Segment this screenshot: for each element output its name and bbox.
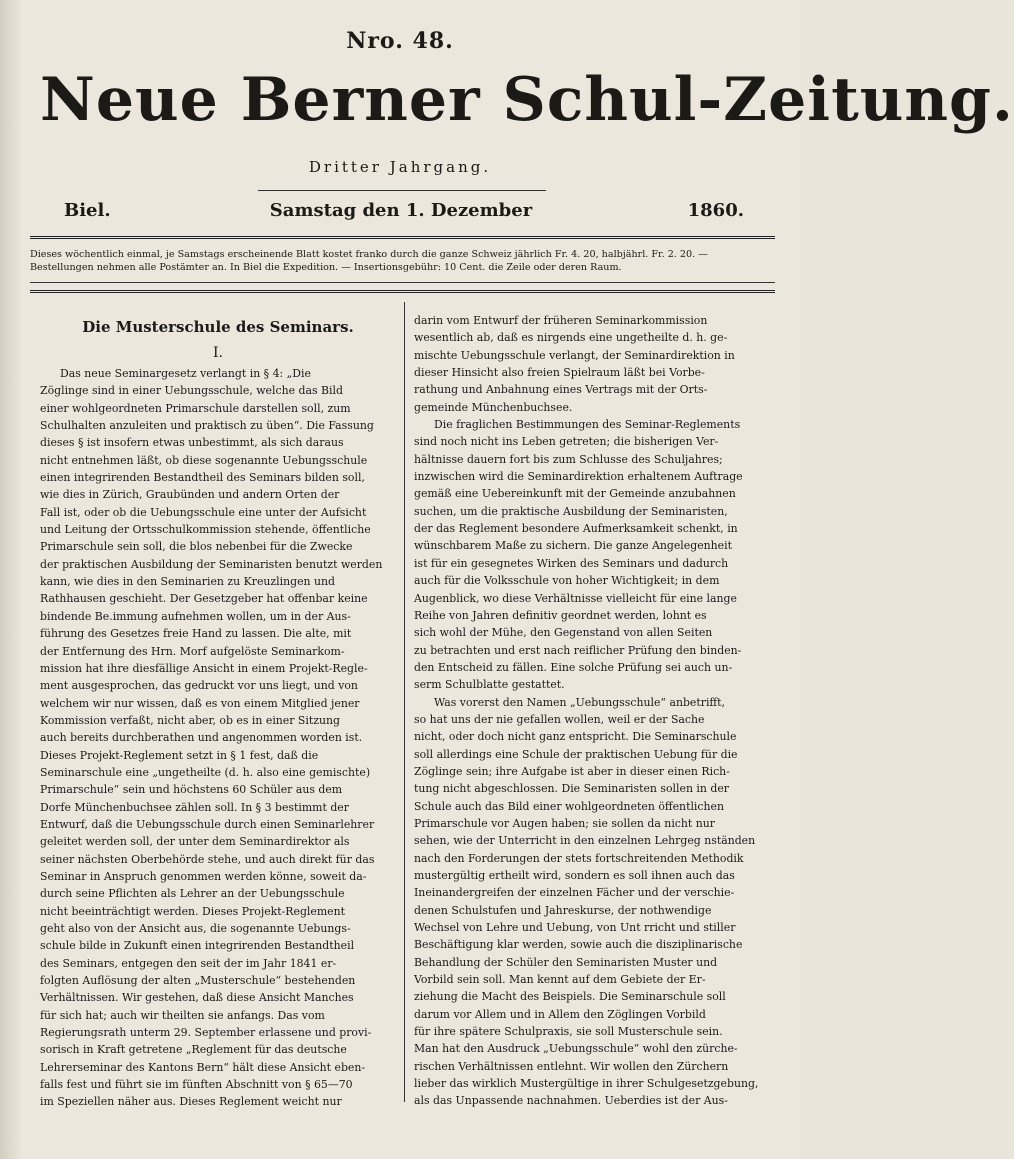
text-line: Primarschule vor Augen haben; sie sollen da nicht nur (414, 816, 715, 830)
text-line: Beschäftigung klar werden, sowie auch die disziplinarische (414, 938, 743, 952)
text-line: Man hat den Ausdruck „Uebungsschule“ wohl den zürche- (414, 1042, 738, 1056)
text-line: und Leitung der Ortsschulkommission stehende, öffentliche (40, 523, 371, 537)
text-line: auch für die Volksschule von hoher Wichtigkeit; in dem (414, 574, 720, 588)
text-line: führung des Gesetzes freie Hand zu lassen. Die alte, mit (40, 627, 352, 641)
text-line: Vorbild sein soll. Man kennt auf dem Gebiete der Er- (414, 973, 706, 987)
text-line: der Entfernung des Hrn. Morf aufgelöste Seminarkom- (40, 644, 345, 658)
text-line: darin vom Entwurf der früheren Seminarkommission (414, 314, 708, 327)
text-line: nicht entnehmen läßt, ob diese sogenannte Uebungsschule (40, 453, 368, 467)
text-line: Reihe von Jahren definitiv geordnet werden, lohnt es (414, 608, 707, 622)
column-divider (404, 302, 405, 1102)
text-line: Zöglinge sein; ihre Aufgabe ist aber in dieser einen Rich- (414, 764, 730, 778)
text-line: Schule auch das Bild einer wohlgeordneten öffentlichen (414, 799, 724, 813)
article-title: Die Musterschule des Seminars. (82, 318, 354, 336)
text-line: Augenblick, wo diese Verhältnisse vielleicht für eine lange (414, 591, 737, 605)
text-line: geht also von der Ansicht aus, die sogenannte Uebungs- (40, 922, 351, 935)
notice-line: Dieses wöchentlich einmal, je Samstags erscheinende Blatt kostet franko durch die ganze Schweiz jährlich Fr. 4. 20, halbjährl. Fr. 2. 20. — (30, 249, 708, 260)
text-line: Ineinandergreifen der einzelnen Fächer und der verschie- (414, 886, 735, 900)
text-line: soll allerdings eine Schule der praktischen Uebung für die (414, 747, 738, 761)
text-line: so hat uns der nie gefallen wollen, weil er der Sache (414, 712, 705, 726)
article-part-number: I. (213, 345, 223, 361)
dateline-place: Biel. (64, 200, 111, 221)
issue-number: Nro. 48. (346, 28, 454, 54)
text-line: sich wohl der Mühe, den Gegenstand von allen Seiten (414, 626, 713, 640)
notice-line: Bestellungen nehmen alle Postämter an. In Biel die Expedition. — Insertionsgebühr: 10 Cent. die Zeile oder deren Raum. (30, 262, 622, 273)
right-column (414, 312, 772, 1110)
subscription-notice (30, 248, 775, 274)
text-line: Schulhalten anzuleiten und praktisch zu üben“. Die Fassung (40, 419, 374, 433)
text-line: inzwischen wird die Seminardirektion erhaltenem Auftrage (414, 470, 743, 484)
text-line: Dorfe Münchenbuchsee zählen soll. In § 3 bestimmt der (40, 800, 349, 814)
text-line: gemäß eine Uebereinkunft mit der Gemeinde anzubahnen (414, 487, 736, 501)
text-line: mission hat ihre diesfällige Ansicht in einem Projekt-Regle- (40, 661, 368, 675)
text-line: Behandlung der Schüler den Seminaristen Muster und (414, 955, 718, 969)
text-line: der das Reglement besondere Aufmerksamkeit schenkt, in (414, 522, 738, 536)
text-line: geleitet werden soll, der unter dem Seminardirektor als (40, 835, 350, 849)
text-line: denen Schulstufen und Jahreskurse, der nothwendige (414, 903, 712, 917)
text-line: Primarschule“ sein und höchstens 60 Schüler aus dem (40, 783, 343, 797)
text-line: Regierungsrath unterm 29. September erlassene und provi- (40, 1026, 372, 1040)
text-line: welchem wir nur wissen, daß es von einem Mitglied jener (40, 696, 360, 710)
text-line: nicht beeinträchtigt werden. Dieses Projekt-Reglement (40, 904, 346, 918)
text-line: dieses § ist insofern etwas unbestimmt, als sich daraus (40, 436, 344, 450)
text-line: lieber das wirklich Mustergültige in ihrer Schulgesetzgebung, (414, 1077, 759, 1091)
text-line: einer wohlgeordneten Primarschule darstellen soll, zum (40, 401, 351, 415)
text-line: rischen Verhältnissen entlehnt. Wir wollen den Zürchern (414, 1059, 729, 1073)
text-line: der praktischen Ausbildung der Seminaristen benutzt werden (40, 557, 383, 571)
text-line: tung nicht abgeschlossen. Die Seminaristen sollen in der (414, 782, 730, 796)
text-line: für sich hat; auch wir theilten sie anfangs. Das vom (40, 1008, 325, 1022)
text-line: falls fest und führt sie im fünften Abschnitt von § 65—70 (40, 1078, 353, 1092)
dateline (56, 200, 746, 226)
notice-rule (30, 282, 775, 283)
body-double-rule (30, 290, 775, 293)
text-line: Das neue Seminargesetz verlangt in § 4: „Die (60, 367, 311, 380)
text-line: kann, wie dies in den Seminarien zu Kreuzlingen und (40, 575, 336, 589)
text-line: Seminarschule eine „ungetheilte (d. h. also eine gemischte) (40, 765, 371, 779)
text-line: Dieses Projekt-Reglement setzt in § 1 fest, daß die (40, 748, 319, 762)
text-line: sorisch in Kraft getretene „Reglement für das deutsche (40, 1043, 347, 1057)
text-line: Rathhausen geschieht. Der Gesetzgeber hat offenbar keine (40, 592, 368, 606)
text-line: bindende Be.immung aufnehmen wollen, um in der Aus- (40, 609, 351, 623)
text-line: als das Unpassende nachnahmen. Ueberdies ist der Aus- (414, 1094, 728, 1108)
text-line: wesentlich ab, daß es nirgends eine ungetheilte d. h. ge- (414, 331, 728, 345)
text-line: seiner nächsten Oberbehörde stehe, und auch direkt für das (40, 852, 375, 866)
volume-subtitle: Dritter Jahrgang. (308, 158, 492, 176)
text-line: nach den Forderungen der stets fortschreitenden Methodik (414, 851, 744, 865)
text-line: ziehung die Macht des Beispiels. Die Seminarschule soll (414, 990, 726, 1004)
text-line: hältnisse dauern fort bis zum Schlusse des Schuljahres; (414, 452, 723, 466)
text-line: Verhältnissen. Wir gestehen, daß diese Ansicht Manches (40, 991, 354, 1005)
text-line: suchen, um die praktische Ausbildung der Seminaristen, (414, 504, 728, 518)
text-line: einen integrirenden Bestandtheil des Seminars bilden soll, (40, 471, 365, 485)
text-line: Kommission verfaßt, nicht aber, ob es in einer Sitzung (40, 713, 340, 727)
text-line: Lehrerseminar des Kantons Bern“ hält diese Ansicht eben- (40, 1060, 366, 1074)
text-line: Was vorerst den Namen „Uebungsschule“ anbetrifft, (434, 695, 726, 709)
text-line: Primarschule sein soll, die blos nebenbei für die Zwecke (40, 540, 353, 554)
text-line: im Speziellen näher aus. Dieses Reglement weicht nur (40, 1095, 342, 1109)
text-line: schule bilde in Zukunft einen integrirenden Bestandtheil (40, 939, 355, 953)
text-line: darum vor Allem und in Allem den Zöglingen Vorbild (414, 1007, 706, 1021)
text-line: Entwurf, daß die Uebungsschule durch einen Seminarlehrer (40, 817, 375, 831)
dateline-year: 1860. (687, 200, 744, 221)
text-line: sind noch nicht ins Leben getreten; die bisherigen Ver- (414, 435, 719, 449)
text-line: dieser Hinsicht also freien Spielraum läßt bei Vorbe- (414, 366, 705, 380)
text-line: den Entscheid zu fällen. Eine solche Prüfung sei auch un- (414, 660, 733, 674)
text-line: Wechsel von Lehre und Uebung, von Unt rricht und stiller (414, 921, 736, 935)
text-line: mustergültig ertheilt wird, sondern es soll ihnen auch das (414, 869, 735, 882)
text-line: Die fraglichen Bestimmungen des Seminar-Reglements (434, 418, 741, 432)
text-line: Fall ist, oder ob die Uebungsschule eine unter der Aufsicht (40, 505, 367, 519)
text-line: serm Schulblatte gestattet. (414, 678, 565, 692)
text-line: zu betrachten und erst nach reiflicher Prüfung den binden- (414, 643, 742, 657)
text-line: gemeinde Münchenbuchsee. (414, 400, 573, 414)
left-column (40, 365, 396, 1111)
text-line: wie dies in Zürich, Graubünden und andern Orten der (40, 488, 340, 502)
masthead-rule (258, 190, 546, 191)
text-line: des Seminars, entgegen den seit der im Jahr 1841 er- (40, 956, 337, 970)
text-line: wünschbarem Maße zu sichern. Die ganze Angelegenheit (414, 539, 732, 553)
text-line: Seminar in Anspruch genommen werden könne, soweit da- (40, 869, 367, 883)
text-line: nicht, oder doch nicht ganz entspricht. Die Seminarschule (414, 730, 737, 744)
text-line: ist für ein gesegnetes Wirken des Seminars und dadurch (414, 556, 729, 570)
text-line: für ihre spätere Schulpraxis, sie soll Musterschule sein. (414, 1025, 723, 1039)
text-line: rathung und Anbahnung eines Vertrags mit der Orts- (414, 383, 708, 397)
dateline-date: Samstag den 1. Dezember (269, 200, 533, 221)
newspaper-title: Neue Berner Schul-Zeitung. (40, 65, 1014, 135)
text-line: mischte Uebungsschule verlangt, der Seminardirektion in (414, 348, 735, 362)
text-line: ment ausgesprochen, das gedruckt vor uns liegt, und von (40, 679, 358, 693)
text-line: auch bereits durchberathen und angenommen worden ist. (40, 731, 363, 745)
text-line: Zöglinge sind in einer Uebungsschule, welche das Bild (40, 384, 343, 398)
top-double-rule (30, 236, 775, 239)
text-line: folgten Auflösung der alten „Musterschule“ bestehenden (40, 974, 356, 988)
text-line: sehen, wie der Unterricht in den einzelnen Lehrgeg nständen (414, 834, 756, 848)
text-line: durch seine Pflichten als Lehrer an der Uebungsschule (40, 887, 345, 901)
